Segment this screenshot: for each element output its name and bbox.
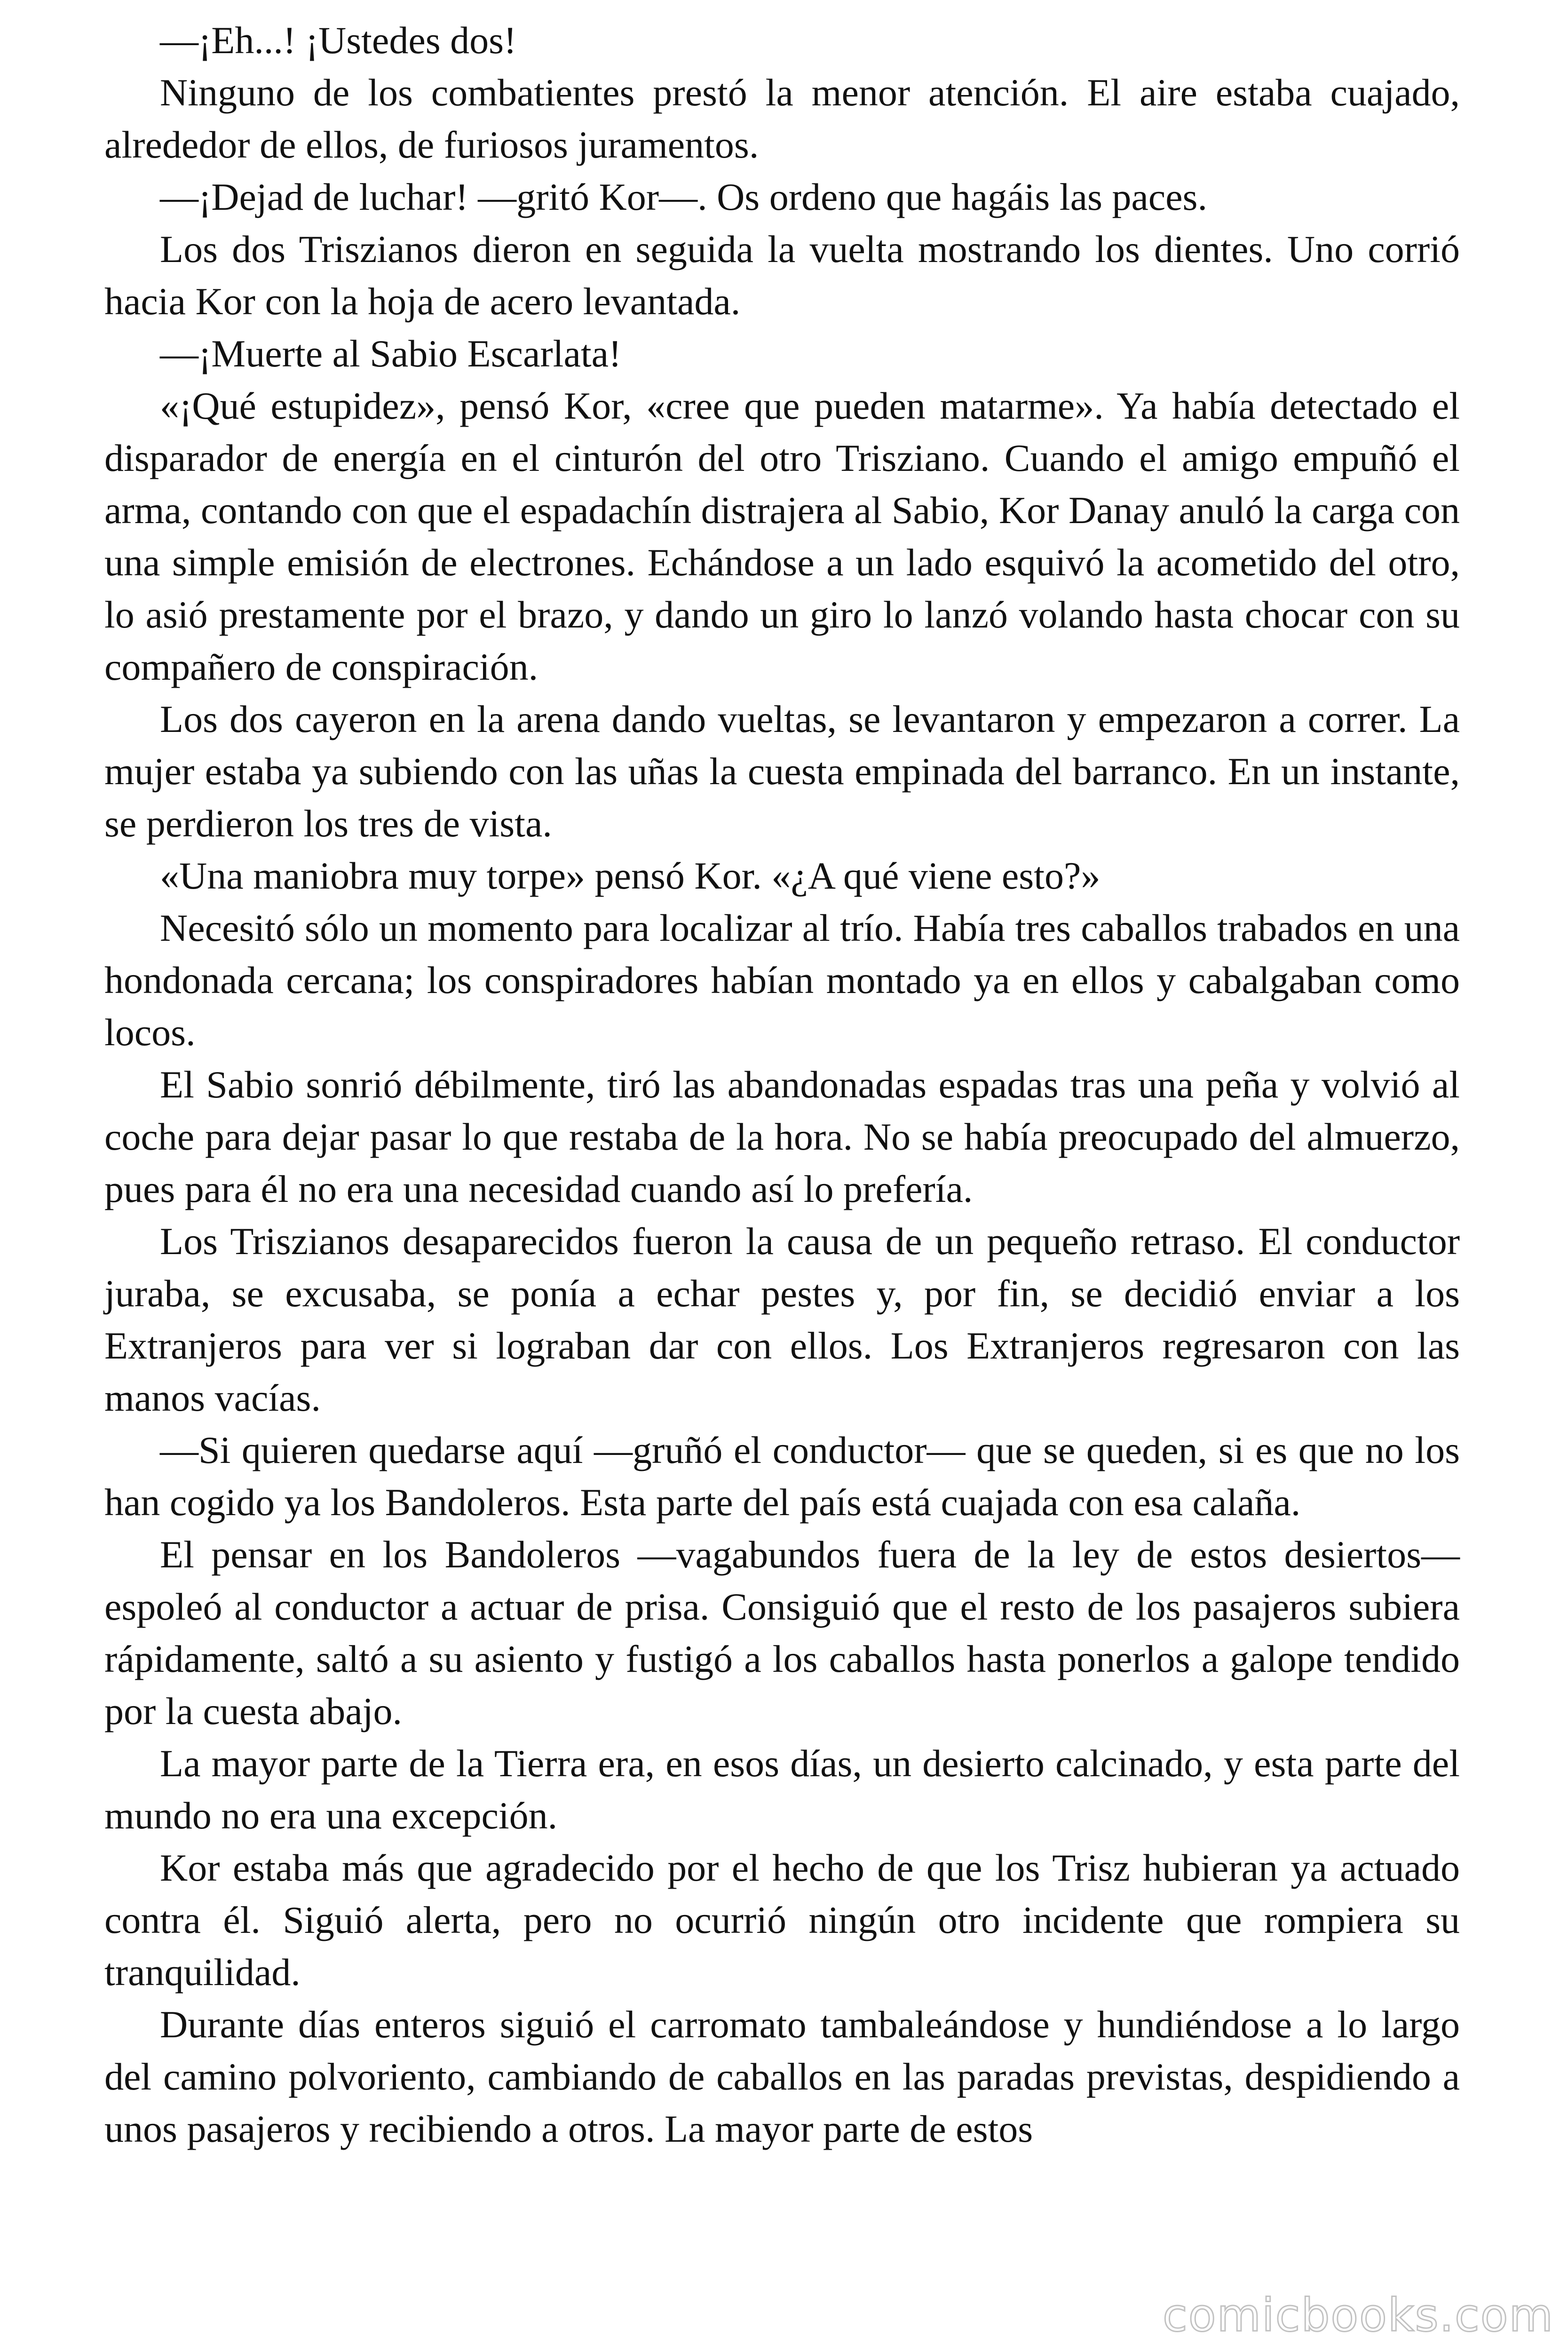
paragraph: —¡Muerte al Sabio Escarlata! <box>160 332 622 375</box>
paragraph: Los dos cayeron en la arena dando vueltas, se levantaron y empezaron a correr. La mujer estaba ya subiendo con las uñas la cuesta empinada del barranco. En un instante, se perdieron los tres de vista. <box>104 698 1460 845</box>
paragraph: La mayor parte de la Tierra era, en esos días, un desierto calcinado, y esta parte del mundo no era una excepción. <box>104 1742 1460 1837</box>
page-text <box>104 14 1460 2155</box>
paragraph-last: Durante días enteros siguió el carromato tambaleándose y hundiéndose a lo largo del camino polvoriento, cambiando de caballos en las paradas previstas, despidiendo a unos pasajeros y recibiendo a otros. La mayor parte de estos <box>104 2003 1460 2150</box>
paragraph: Necesitó sólo un momento para localizar al trío. Había tres caballos trabados en una hondonada cercana; los conspiradores habían montado ya en ellos y cabalgaban como locos. <box>104 906 1460 1054</box>
paragraph: El Sabio sonrió débilmente, tiró las abandonadas espadas tras una peña y volvió al coche para dejar pasar lo que restaba de la hora. No se había preocupado del almuerzo, pues para él no era una necesidad cuando así lo prefería. <box>104 1063 1460 1210</box>
paragraph: —¡Eh...! ¡Ustedes dos! <box>160 19 517 62</box>
paragraph: Los dos Triszianos dieron en seguida la vuelta mostrando los dientes. Uno corrió hacia Kor con la hoja de acero levantada. <box>104 228 1460 323</box>
paragraph: «Una maniobra muy torpe» pensó Kor. «¿A qué viene esto?» <box>160 854 1101 897</box>
paragraph: Ninguno de los combatientes prestó la menor atención. El aire estaba cuajado, alrededor de ellos, de furiosos juramentos. <box>104 71 1460 166</box>
paragraph: El pensar en los Bandoleros —vagabundos fuera de la ley de estos desiertos— espoleó al conductor a actuar de prisa. Consiguió que el resto de los pasajeros subiera rápidamente, saltó a su asiento y fustigó a los caballos hasta ponerlos a galope tendido por la cuesta abajo. <box>104 1533 1460 1732</box>
paragraph: «¡Qué estupidez», pensó Kor, «cree que pueden matarme». Ya había detectado el disparador de energía en el cinturón del otro Trisziano. Cuando el amigo empuñó el arma, contando con que el espadachín distrajera al Sabio, Kor Danay anuló la carga con una simple emisión de electrones. Echándose a un lado esquivó la acometido del otro, lo asió prestamente por el brazo, y dando un giro lo lanzó volando hasta chocar con su compañero de conspiración. <box>104 384 1460 688</box>
paragraph: —¡Dejad de luchar! —gritó Kor—. Os ordeno que hagáis las paces. <box>160 175 1207 218</box>
paragraph: —Si quieren quedarse aquí —gruñó el conductor— que se queden, si es que no los han cogido ya los Bandoleros. Esta parte del país está cuajada con esa calaña. <box>104 1429 1460 1524</box>
watermark-logo: comicbooks.com <box>1162 2289 1554 2342</box>
paragraph: Los Triszianos desaparecidos fueron la causa de un pequeño retraso. El conductor juraba, se excusaba, se ponía a echar pestes y, por fin, se decidió enviar a los Extranjeros para ver si lograban dar con ellos. Los Extranjeros regresaron con las manos vacías. <box>104 1220 1460 1419</box>
paragraph: Kor estaba más que agradecido por el hecho de que los Trisz hubieran ya actuado contra él. Siguió alerta, pero no ocurrió ningún otro incidente que rompiera su tranquilidad. <box>104 1846 1460 1994</box>
